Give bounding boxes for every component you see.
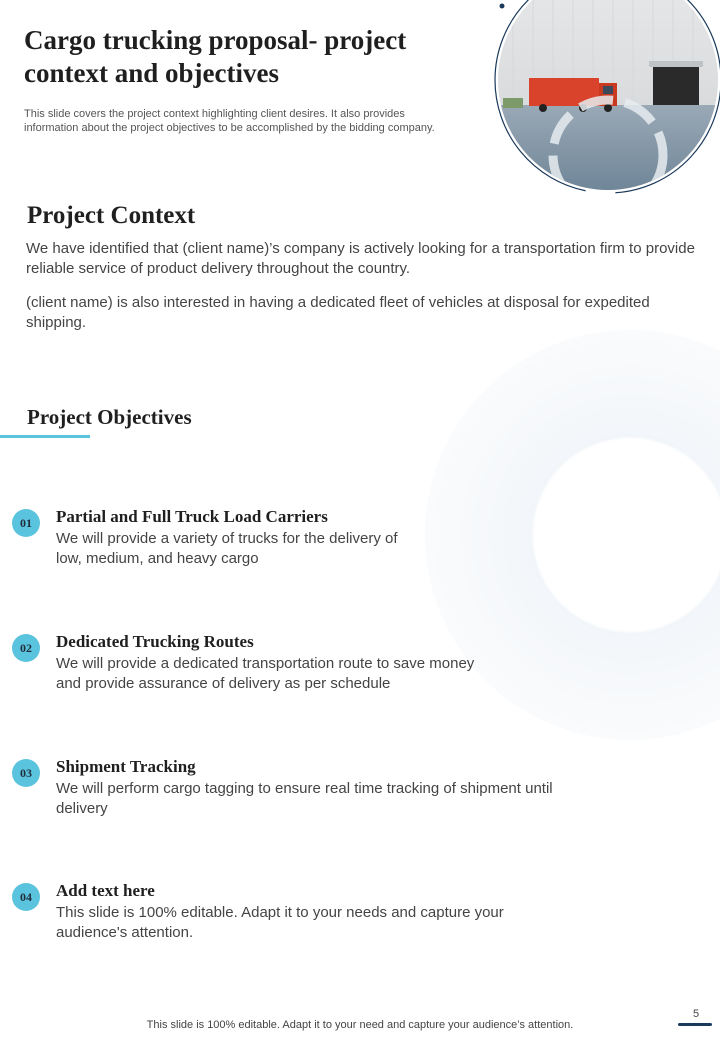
project-context-heading: Project Context <box>27 202 196 229</box>
objective-description: This slide is 100% editable. Adapt it to your needs and capture your audience's attention. <box>56 904 504 941</box>
warehouse-truck-photo <box>493 0 720 195</box>
objective-number-badge: 03 <box>12 759 40 787</box>
project-context-paragraph-2: (client name) is also interested in having a dedicated fleet of vehicles at disposal for expedited shipping. <box>26 294 650 331</box>
project-objectives-heading: Project Objectives <box>27 405 192 429</box>
page-number: 5 <box>692 1008 700 1020</box>
page-subtitle: This slide covers the project context highlighting client desires. It also provides information about the project objectives to be accomplished by the bidding company. <box>24 108 435 134</box>
objective-title: Partial and Full Truck Load Carriers <box>56 507 328 526</box>
objective-number-badge: 04 <box>12 883 40 911</box>
objective-number-badge: 01 <box>12 509 40 537</box>
objectives-underline <box>0 435 90 438</box>
objective-description: We will perform cargo tagging to ensure real time tracking of shipment until delivery <box>56 780 553 817</box>
page-title: Cargo trucking proposal- project context and objectives <box>24 25 407 88</box>
project-context-paragraph-1: We have identified that (client name)’s company is actively looking for a transportation firm to provide reliable service of product delivery throughout the country. <box>26 240 695 277</box>
page-number-bar <box>678 1023 712 1026</box>
footer-note: This slide is 100% editable. Adapt it to your need and capture your audience’s attention. <box>146 1019 574 1031</box>
warehouse-truck-image <box>493 0 720 195</box>
objective-description: We will provide a dedicated transportation route to save money and provide assurance of delivery as per schedule <box>56 655 475 692</box>
objective-title: Dedicated Trucking Routes <box>56 632 254 651</box>
objective-description: We will provide a variety of trucks for the delivery of low, medium, and heavy cargo <box>56 530 398 567</box>
objective-title: Shipment Tracking <box>56 757 196 776</box>
objective-title: Add text here <box>56 881 155 900</box>
objective-number-badge: 02 <box>12 634 40 662</box>
